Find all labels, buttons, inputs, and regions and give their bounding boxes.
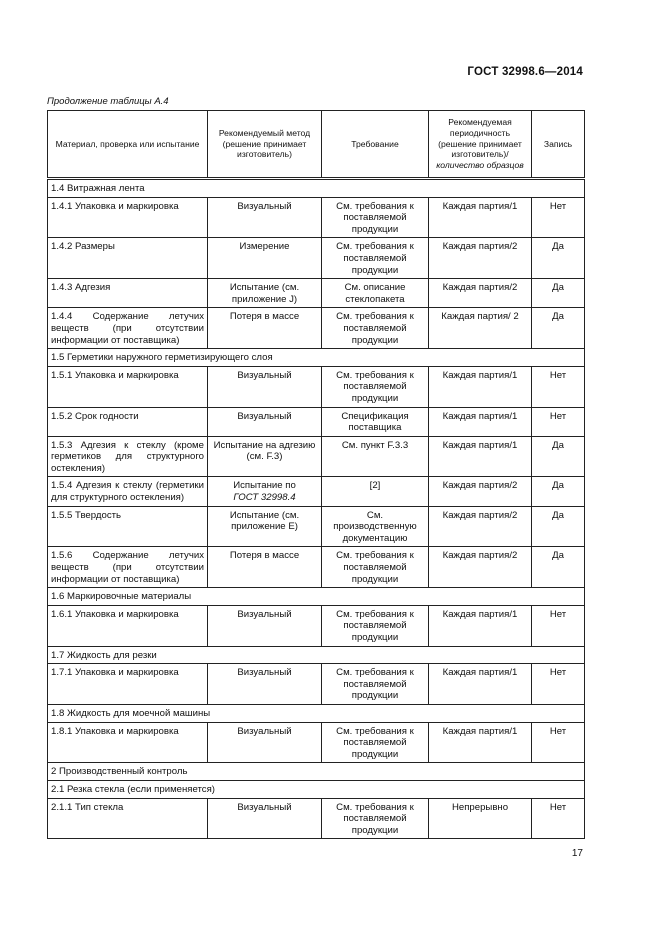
- cell-periodicity: Каждая партия/2: [429, 477, 532, 506]
- cell-periodicity: Каждая партия/2: [429, 279, 532, 308]
- document-code: ГОСТ 32998.6—2014: [467, 66, 583, 78]
- cell-periodicity: Каждая партия/1: [429, 366, 532, 407]
- cell-method: Потеря в массе: [208, 308, 322, 349]
- periodicity-header-text: Рекомендуемая периодичность (решение принимает изготовитель)/: [438, 117, 522, 160]
- page-number: 17: [571, 848, 583, 859]
- cell-requirement: См. требования к поставляемой продукции: [322, 366, 429, 407]
- cell-method: Визуальный: [208, 407, 322, 436]
- cell-record: Нет: [532, 664, 585, 705]
- cell-record: Нет: [532, 798, 585, 839]
- cell-record: Да: [532, 506, 585, 547]
- cell-periodicity: Каждая партия/1: [429, 605, 532, 646]
- cell-periodicity: Непрерывно: [429, 798, 532, 839]
- cell-material: 1.5.1 Упаковка и маркировка: [48, 366, 208, 407]
- cell-record: Нет: [532, 197, 585, 238]
- sample-count-header-text: количество образцов: [436, 160, 524, 171]
- cell-periodicity: Каждая партия/1: [429, 664, 532, 705]
- section-title: 1.4 Витражная лента: [48, 179, 585, 198]
- cell-method: Визуальный: [208, 605, 322, 646]
- column-header-periodicity: [429, 111, 532, 179]
- cell-method: Потеря в массе: [208, 547, 322, 588]
- table-row: [48, 436, 585, 477]
- column-header-record: Запись: [532, 111, 585, 179]
- cell-requirement: См. требования к поставляемой продукции: [322, 238, 429, 279]
- cell-record: Да: [532, 238, 585, 279]
- cell-material: 1.4.2 Размеры: [48, 238, 208, 279]
- cell-periodicity: Каждая партия/1: [429, 197, 532, 238]
- section-title: 2.1 Резка стекла (если применяется): [48, 780, 585, 798]
- cell-periodicity: Каждая партия/1: [429, 407, 532, 436]
- cell-method: Испытание на адгезию (см. F.3): [208, 436, 322, 477]
- table-row: [48, 407, 585, 436]
- table-header-row: [48, 111, 585, 179]
- cell-periodicity: Каждая партия/1: [429, 436, 532, 477]
- column-header-requirement: Требование: [322, 111, 429, 179]
- cell-record: Нет: [532, 722, 585, 763]
- table-row: [48, 605, 585, 646]
- table-row: [48, 197, 585, 238]
- cell-material: 1.4.3 Адгезия: [48, 279, 208, 308]
- table-row: [48, 547, 585, 588]
- cell-material: 1.5.6 Содержание летучих веществ (при отсутствии информации от поставщика): [48, 547, 208, 588]
- cell-record: Да: [532, 436, 585, 477]
- method-text: Испытание по: [233, 480, 296, 492]
- cell-record: Да: [532, 547, 585, 588]
- section-title: 1.8 Жидкость для моечной машины: [48, 704, 585, 722]
- cell-material: 1.5.2 Срок годности: [48, 407, 208, 436]
- section-row: [48, 646, 585, 664]
- table-row: [48, 506, 585, 547]
- table-row: [48, 664, 585, 705]
- control-table: [47, 110, 585, 839]
- table-row: [48, 238, 585, 279]
- table-row: [48, 308, 585, 349]
- cell-periodicity: Каждая партия/ 2: [429, 308, 532, 349]
- cell-requirement: См. требования к поставляемой продукции: [322, 798, 429, 839]
- cell-method: Испытание (см. приложение E): [208, 506, 322, 547]
- cell-record: Нет: [532, 605, 585, 646]
- cell-requirement: Спецификация поставщика: [322, 407, 429, 436]
- cell-method: Испытание (см. приложение J): [208, 279, 322, 308]
- section-title: 2 Производственный контроль: [48, 763, 585, 781]
- table-continuation-caption: Продолжение таблицы А.4: [47, 96, 169, 107]
- section-title: 1.7 Жидкость для резки: [48, 646, 585, 664]
- cell-material: 1.4.1 Упаковка и маркировка: [48, 197, 208, 238]
- cell-material: 1.5.5 Твердость: [48, 506, 208, 547]
- cell-material: 1.5.4 Адгезия к стеклу (герметики для структурного остекления): [48, 477, 208, 506]
- section-row: [48, 349, 585, 367]
- table-row: [48, 798, 585, 839]
- cell-periodicity: Каждая партия/2: [429, 238, 532, 279]
- table-row: [48, 722, 585, 763]
- cell-method: Визуальный: [208, 664, 322, 705]
- column-header-material: Материал, проверка или испытание: [48, 111, 208, 179]
- cell-material: 2.1.1 Тип стекла: [48, 798, 208, 839]
- standard-reference: ГОСТ 32998.4: [233, 492, 296, 504]
- cell-material: 1.6.1 Упаковка и маркировка: [48, 605, 208, 646]
- cell-record: Да: [532, 279, 585, 308]
- cell-requirement: См. требования к поставляемой продукции: [322, 664, 429, 705]
- cell-method: Визуальный: [208, 798, 322, 839]
- section-row: [48, 780, 585, 798]
- section-row: [48, 704, 585, 722]
- cell-material: 1.8.1 Упаковка и маркировка: [48, 722, 208, 763]
- cell-material: 1.7.1 Упаковка и маркировка: [48, 664, 208, 705]
- cell-record: Нет: [532, 366, 585, 407]
- cell-requirement: См. производственную документацию: [322, 506, 429, 547]
- cell-method: Визуальный: [208, 197, 322, 238]
- section-title: 1.5 Герметики наружного герметизирующего слоя: [48, 349, 585, 367]
- cell-method: Измерение: [208, 238, 322, 279]
- cell-periodicity: Каждая партия/2: [429, 547, 532, 588]
- table-row: [48, 279, 585, 308]
- cell-requirement: См. требования к поставляемой продукции: [322, 547, 429, 588]
- section-row: [48, 588, 585, 606]
- column-header-method: Рекомендуемый метод (решение принимает изготовитель): [208, 111, 322, 179]
- cell-requirement: См. пункт F.3.3: [322, 436, 429, 477]
- cell-requirement: См. требования к поставляемой продукции: [322, 308, 429, 349]
- cell-record: Да: [532, 477, 585, 506]
- cell-requirement: См. требования к поставляемой продукции: [322, 722, 429, 763]
- cell-record: Нет: [532, 407, 585, 436]
- cell-requirement: [2]: [322, 477, 429, 506]
- section-row: [48, 763, 585, 781]
- cell-material: 1.5.3 Адгезия к стеклу (кроме герметиков для структурного остекления): [48, 436, 208, 477]
- table-row: [48, 366, 585, 407]
- section-row: [48, 179, 585, 198]
- cell-method: Визуальный: [208, 366, 322, 407]
- cell-method: Визуальный: [208, 722, 322, 763]
- cell-method: [208, 477, 322, 506]
- cell-record: Да: [532, 308, 585, 349]
- table-row: [48, 477, 585, 506]
- section-title: 1.6 Маркировочные материалы: [48, 588, 585, 606]
- cell-periodicity: Каждая партия/1: [429, 722, 532, 763]
- cell-material: 1.4.4 Содержание летучих веществ (при отсутствии информации от поставщика): [48, 308, 208, 349]
- cell-requirement: См. описание стеклопакета: [322, 279, 429, 308]
- cell-requirement: См. требования к поставляемой продукции: [322, 605, 429, 646]
- cell-periodicity: Каждая партия/2: [429, 506, 532, 547]
- cell-requirement: См. требования к поставляемой продукции: [322, 197, 429, 238]
